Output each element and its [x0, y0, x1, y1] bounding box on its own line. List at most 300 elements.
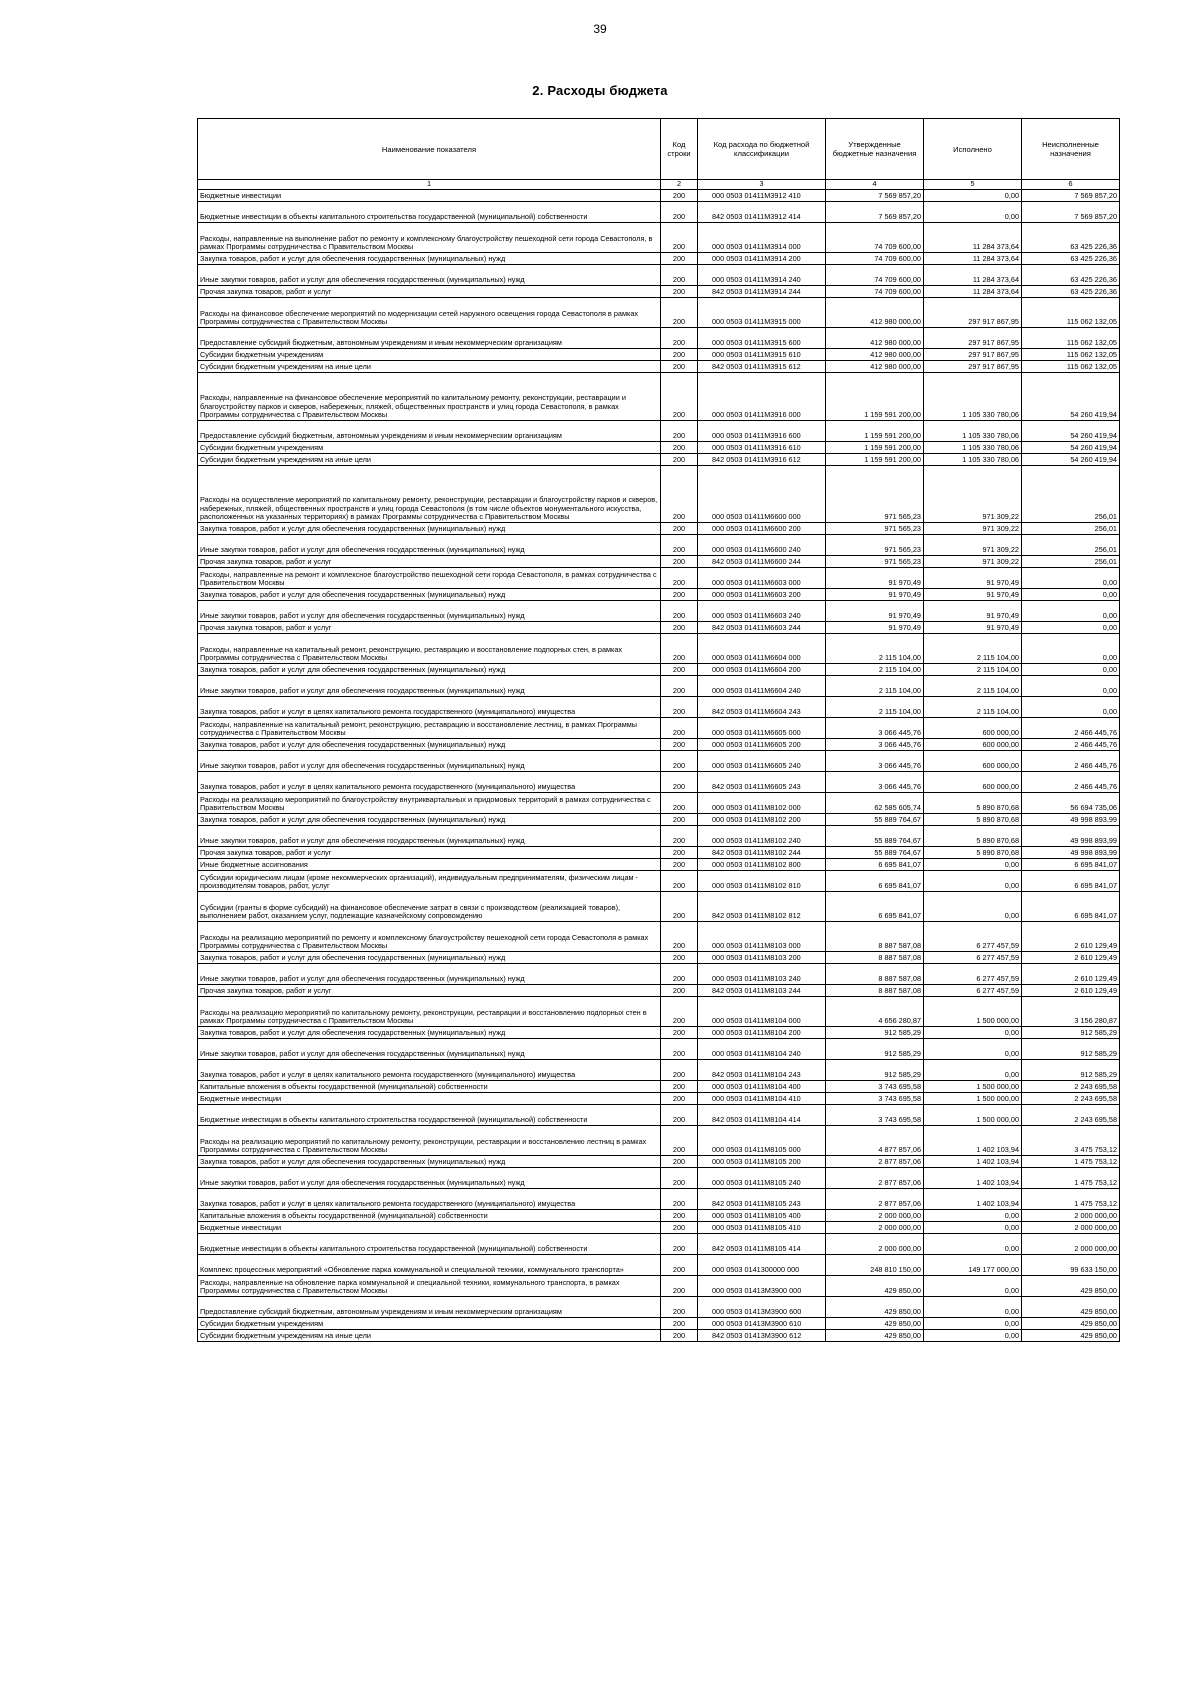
row-classification-cell: 842 0503 01411M3916 612 [698, 454, 826, 466]
row-classification-cell: 000 0503 01411M8103 200 [698, 952, 826, 964]
table-row [198, 286, 1120, 298]
row-unexecuted-cell: 54 260 419,94 [1022, 454, 1120, 466]
row-name-cell: Расходы на реализацию мероприятий по ремонту и комплексному благоустройству пешеходной сети города Севастополя в рамках Программы сотрудничества с Правительством Москвы [198, 922, 661, 952]
row-unexecuted-cell: 63 425 226,36 [1022, 265, 1120, 286]
table-row [198, 1222, 1120, 1234]
row-approved-cell: 7 569 857,20 [826, 190, 924, 202]
table-row [198, 985, 1120, 997]
row-name-cell: Иные бюджетные ассигнования [198, 859, 661, 871]
table-row [198, 871, 1120, 892]
table-row [198, 466, 1120, 523]
row-name-cell: Закупка товаров, работ и услуг для обеспечения государственных (муниципальных) нужд [198, 1027, 661, 1039]
table-row [198, 814, 1120, 826]
column-number: 5 [924, 180, 1022, 190]
row-executed-cell: 1 500 000,00 [924, 1105, 1022, 1126]
row-unexecuted-cell: 0,00 [1022, 697, 1120, 718]
row-code-cell: 200 [661, 664, 698, 676]
row-name-cell: Закупка товаров, работ и услуг для обеспечения государственных (муниципальных) нужд [198, 253, 661, 265]
table-row [198, 1081, 1120, 1093]
table-row [198, 328, 1120, 349]
row-executed-cell: 91 970,49 [924, 601, 1022, 622]
row-classification-cell: 000 0503 01411M6605 240 [698, 751, 826, 772]
row-approved-cell: 412 980 000,00 [826, 328, 924, 349]
row-approved-cell: 3 743 695,58 [826, 1081, 924, 1093]
row-approved-cell: 971 565,23 [826, 466, 924, 523]
row-classification-cell: 842 0503 01411M8102 812 [698, 892, 826, 922]
row-approved-cell: 55 889 764,67 [826, 814, 924, 826]
row-executed-cell: 91 970,49 [924, 589, 1022, 601]
row-code-cell: 200 [661, 697, 698, 718]
row-code-cell: 200 [661, 1318, 698, 1330]
row-name-cell: Расходы, направленные на ремонт и комплексное благоустройство пешеходной сети города Севастополя, в рамках сотрудничества с Правительством Москвы [198, 568, 661, 589]
row-approved-cell: 412 980 000,00 [826, 298, 924, 328]
column-number: 1 [198, 180, 661, 190]
row-approved-cell: 971 565,23 [826, 523, 924, 535]
row-classification-cell: 842 0503 01411M3915 612 [698, 361, 826, 373]
row-unexecuted-cell: 2 466 445,76 [1022, 751, 1120, 772]
table-row [198, 964, 1120, 985]
row-unexecuted-cell: 49 998 893,99 [1022, 826, 1120, 847]
row-classification-cell: 000 0503 01411M8102 240 [698, 826, 826, 847]
row-approved-cell: 6 695 841,07 [826, 871, 924, 892]
row-code-cell: 200 [661, 556, 698, 568]
row-code-cell: 200 [661, 1039, 698, 1060]
table-row [198, 421, 1120, 442]
row-classification-cell: 000 0503 01411M8105 240 [698, 1168, 826, 1189]
row-classification-cell: 000 0503 01411M8104 400 [698, 1081, 826, 1093]
row-code-cell: 200 [661, 964, 698, 985]
header-approved: Утвержденные бюджетные назначения [826, 119, 924, 180]
row-name-cell: Закупка товаров, работ и услуг в целях капитального ремонта государственного (муниципального) имущества [198, 1189, 661, 1210]
row-classification-cell: 842 0503 01411M3912 414 [698, 202, 826, 223]
row-name-cell: Бюджетные инвестиции в объекты капитального строительства государственной (муниципальной) собственности [198, 202, 661, 223]
row-name-cell: Предоставление субсидий бюджетным, автономным учреждениям и иным некоммерческим организациям [198, 421, 661, 442]
row-approved-cell: 912 585,29 [826, 1027, 924, 1039]
row-unexecuted-cell: 256,01 [1022, 556, 1120, 568]
row-approved-cell: 8 887 587,08 [826, 985, 924, 997]
row-unexecuted-cell: 0,00 [1022, 664, 1120, 676]
header-executed: Исполнено [924, 119, 1022, 180]
row-unexecuted-cell: 115 062 132,05 [1022, 361, 1120, 373]
row-unexecuted-cell: 0,00 [1022, 622, 1120, 634]
row-name-cell: Субсидии бюджетным учреждениям на иные цели [198, 361, 661, 373]
row-approved-cell: 74 709 600,00 [826, 286, 924, 298]
row-approved-cell: 971 565,23 [826, 556, 924, 568]
row-approved-cell: 6 695 841,07 [826, 892, 924, 922]
row-code-cell: 200 [661, 997, 698, 1027]
row-name-cell: Бюджетные инвестиции в объекты капитального строительства государственной (муниципальной) собственности [198, 1105, 661, 1126]
row-approved-cell: 2 877 857,06 [826, 1156, 924, 1168]
row-unexecuted-cell: 115 062 132,05 [1022, 349, 1120, 361]
row-executed-cell: 149 177 000,00 [924, 1255, 1022, 1276]
row-code-cell: 200 [661, 1255, 698, 1276]
row-code-cell: 200 [661, 985, 698, 997]
row-approved-cell: 1 159 591 200,00 [826, 454, 924, 466]
row-executed-cell: 600 000,00 [924, 718, 1022, 739]
row-name-cell: Иные закупки товаров, работ и услуг для обеспечения государственных (муниципальных) нужд [198, 751, 661, 772]
row-approved-cell: 91 970,49 [826, 568, 924, 589]
row-unexecuted-cell: 256,01 [1022, 535, 1120, 556]
row-classification-cell: 000 0503 01411M6603 200 [698, 589, 826, 601]
row-approved-cell: 2 000 000,00 [826, 1210, 924, 1222]
row-classification-cell: 000 0503 01411M8104 000 [698, 997, 826, 1027]
table-row [198, 253, 1120, 265]
column-number-row [198, 180, 1120, 190]
table-row [198, 1060, 1120, 1081]
row-approved-cell: 1 159 591 200,00 [826, 373, 924, 421]
row-executed-cell: 0,00 [924, 1234, 1022, 1255]
row-classification-cell: 842 0503 01411M8105 243 [698, 1189, 826, 1210]
table-row [198, 751, 1120, 772]
row-code-cell: 200 [661, 1330, 698, 1342]
row-approved-cell: 3 743 695,58 [826, 1093, 924, 1105]
row-classification-cell: 000 0503 01411M3912 410 [698, 190, 826, 202]
row-approved-cell: 429 850,00 [826, 1297, 924, 1318]
row-approved-cell: 2 877 857,06 [826, 1189, 924, 1210]
row-executed-cell: 0,00 [924, 859, 1022, 871]
row-code-cell: 200 [661, 1168, 698, 1189]
row-classification-cell: 842 0503 01411M8105 414 [698, 1234, 826, 1255]
table-row [198, 1330, 1120, 1342]
row-unexecuted-cell: 2 466 445,76 [1022, 772, 1120, 793]
row-code-cell: 200 [661, 466, 698, 523]
row-code-cell: 200 [661, 1234, 698, 1255]
row-code-cell: 200 [661, 1060, 698, 1081]
row-classification-cell: 000 0503 01411M6604 200 [698, 664, 826, 676]
row-code-cell: 200 [661, 739, 698, 751]
row-approved-cell: 3 066 445,76 [826, 718, 924, 739]
row-code-cell: 200 [661, 454, 698, 466]
table-row [198, 1210, 1120, 1222]
row-approved-cell: 4 877 857,06 [826, 1126, 924, 1156]
row-executed-cell: 1 500 000,00 [924, 1081, 1022, 1093]
row-classification-cell: 000 0503 01411M6604 240 [698, 676, 826, 697]
row-approved-cell: 971 565,23 [826, 535, 924, 556]
section-title: 2. Расходы бюджета [532, 83, 668, 98]
row-executed-cell: 6 277 457,59 [924, 985, 1022, 997]
row-code-cell: 200 [661, 847, 698, 859]
row-approved-cell: 2 115 104,00 [826, 664, 924, 676]
row-code-cell: 200 [661, 601, 698, 622]
row-executed-cell: 91 970,49 [924, 568, 1022, 589]
row-name-cell: Субсидии бюджетным учреждениям на иные цели [198, 454, 661, 466]
header-code: Код строки [661, 119, 698, 180]
row-approved-cell: 3 066 445,76 [826, 739, 924, 751]
row-classification-cell: 842 0503 01411M8103 244 [698, 985, 826, 997]
row-classification-cell: 000 0503 01411M6600 000 [698, 466, 826, 523]
row-unexecuted-cell: 256,01 [1022, 466, 1120, 523]
row-approved-cell: 74 709 600,00 [826, 253, 924, 265]
row-executed-cell: 1 105 330 780,06 [924, 454, 1022, 466]
row-code-cell: 200 [661, 1297, 698, 1318]
row-name-cell: Иные закупки товаров, работ и услуг для обеспечения государственных (муниципальных) нужд [198, 535, 661, 556]
column-number: 2 [661, 180, 698, 190]
row-name-cell: Бюджетные инвестиции в объекты капитального строительства государственной (муниципальной) собственности [198, 1234, 661, 1255]
table-row [198, 1126, 1120, 1156]
row-classification-cell: 000 0503 01411M8105 400 [698, 1210, 826, 1222]
row-executed-cell: 297 917 867,95 [924, 298, 1022, 328]
row-unexecuted-cell: 115 062 132,05 [1022, 298, 1120, 328]
row-executed-cell: 1 500 000,00 [924, 1093, 1022, 1105]
row-classification-cell: 000 0503 01411M8103 240 [698, 964, 826, 985]
row-approved-cell: 1 159 591 200,00 [826, 442, 924, 454]
row-classification-cell: 000 0503 01411M8104 200 [698, 1027, 826, 1039]
row-code-cell: 200 [661, 826, 698, 847]
row-name-cell: Иные закупки товаров, работ и услуг для обеспечения государственных (муниципальных) нужд [198, 601, 661, 622]
row-approved-cell: 248 810 150,00 [826, 1255, 924, 1276]
row-unexecuted-cell: 2 243 695,58 [1022, 1105, 1120, 1126]
row-name-cell: Предоставление субсидий бюджетным, автономным учреждениям и иным некоммерческим организациям [198, 1297, 661, 1318]
row-executed-cell: 1 500 000,00 [924, 997, 1022, 1027]
row-unexecuted-cell: 63 425 226,36 [1022, 253, 1120, 265]
row-unexecuted-cell: 49 998 893,99 [1022, 847, 1120, 859]
row-executed-cell: 1 402 103,94 [924, 1156, 1022, 1168]
header-name: Наименование показателя [198, 119, 661, 180]
row-executed-cell: 297 917 867,95 [924, 328, 1022, 349]
row-name-cell: Иные закупки товаров, работ и услуг для обеспечения государственных (муниципальных) нужд [198, 1039, 661, 1060]
row-approved-cell: 2 877 857,06 [826, 1168, 924, 1189]
row-approved-cell: 74 709 600,00 [826, 223, 924, 253]
row-executed-cell: 11 284 373,64 [924, 265, 1022, 286]
row-code-cell: 200 [661, 421, 698, 442]
row-name-cell: Субсидии (гранты в форме субсидий) на финансовое обеспечение затрат в связи с производством (реализацией товаров), выполнением работ, оказанием услуг, подлежащие казначейскому сопровождению [198, 892, 661, 922]
row-code-cell: 200 [661, 718, 698, 739]
row-classification-cell: 000 0503 01411M6603 240 [698, 601, 826, 622]
table-row [198, 1189, 1120, 1210]
table-header [198, 119, 1120, 190]
row-classification-cell: 000 0503 0141300000 000 [698, 1255, 826, 1276]
row-unexecuted-cell: 56 694 735,06 [1022, 793, 1120, 814]
table-row [198, 772, 1120, 793]
row-name-cell: Субсидии бюджетным учреждениям [198, 442, 661, 454]
row-code-cell: 200 [661, 349, 698, 361]
row-code-cell: 200 [661, 859, 698, 871]
row-classification-cell: 000 0503 01411M8104 240 [698, 1039, 826, 1060]
row-executed-cell: 11 284 373,64 [924, 286, 1022, 298]
row-code-cell: 200 [661, 298, 698, 328]
row-approved-cell: 4 656 280,87 [826, 997, 924, 1027]
row-unexecuted-cell: 429 850,00 [1022, 1318, 1120, 1330]
row-executed-cell: 2 115 104,00 [924, 676, 1022, 697]
row-classification-cell: 842 0503 01411M6605 243 [698, 772, 826, 793]
row-unexecuted-cell: 1 475 753,12 [1022, 1156, 1120, 1168]
row-executed-cell: 0,00 [924, 1222, 1022, 1234]
row-executed-cell: 1 402 103,94 [924, 1126, 1022, 1156]
row-classification-cell: 842 0503 01411M6603 244 [698, 622, 826, 634]
row-name-cell: Предоставление субсидий бюджетным, автономным учреждениям и иным некоммерческим организациям [198, 328, 661, 349]
row-classification-cell: 000 0503 01411M6604 000 [698, 634, 826, 664]
row-name-cell: Расходы на финансовое обеспечение мероприятий по модернизации сетей наружного освещения города Севастополя в рамках Программы сотрудничества с Правительством Москвы [198, 298, 661, 328]
row-unexecuted-cell: 3 156 280,87 [1022, 997, 1120, 1027]
row-name-cell: Расходы на реализацию мероприятий по капитальному ремонту, реконструкции, реставрации и восстановлению лестниц в рамках Программы сотрудничества с Правительством Москвы [198, 1126, 661, 1156]
row-name-cell: Закупка товаров, работ и услуг для обеспечения государственных (муниципальных) нужд [198, 523, 661, 535]
row-unexecuted-cell: 2 000 000,00 [1022, 1210, 1120, 1222]
header-unexecuted: Неисполненные назначения [1022, 119, 1120, 180]
table-row [198, 523, 1120, 535]
row-executed-cell: 5 890 870,68 [924, 793, 1022, 814]
row-executed-cell: 600 000,00 [924, 751, 1022, 772]
table-row [198, 601, 1120, 622]
row-name-cell: Бюджетные инвестиции [198, 190, 661, 202]
row-name-cell: Прочая закупка товаров, работ и услуг [198, 847, 661, 859]
row-executed-cell: 1 105 330 780,06 [924, 373, 1022, 421]
row-executed-cell: 1 402 103,94 [924, 1189, 1022, 1210]
row-unexecuted-cell: 912 585,29 [1022, 1039, 1120, 1060]
row-classification-cell: 000 0503 01411M3914 240 [698, 265, 826, 286]
row-code-cell: 200 [661, 772, 698, 793]
row-code-cell: 200 [661, 1156, 698, 1168]
row-code-cell: 200 [661, 676, 698, 697]
table-row [198, 847, 1120, 859]
table-row [198, 202, 1120, 223]
row-classification-cell: 000 0503 01413M3900 610 [698, 1318, 826, 1330]
row-code-cell: 200 [661, 922, 698, 952]
row-name-cell: Расходы на осуществление мероприятий по капитальному ремонту, реконструкции, реставрации и благоустройству парков и скверов, набережных, пляжей, общественных пространств и улиц города Севастополя (в том числе объектов монументального искусства, расположенных на указанных территориях) в рамках Программы сотрудничества с Правительством Москвы [198, 466, 661, 523]
row-classification-cell: 000 0503 01411M3915 000 [698, 298, 826, 328]
column-number: 4 [826, 180, 924, 190]
page-number: 39 [593, 22, 607, 36]
table-row [198, 697, 1120, 718]
row-approved-cell: 429 850,00 [826, 1330, 924, 1342]
row-name-cell: Расходы, направленные на капитальный ремонт, реконструкцию, реставрацию и восстановление лестниц, в рамках Программы сотрудничества с Правительством Москвы [198, 718, 661, 739]
row-unexecuted-cell: 256,01 [1022, 523, 1120, 535]
row-approved-cell: 429 850,00 [826, 1276, 924, 1297]
table-row [198, 1027, 1120, 1039]
table-row [198, 190, 1120, 202]
row-code-cell: 200 [661, 1027, 698, 1039]
row-executed-cell: 1 105 330 780,06 [924, 442, 1022, 454]
row-approved-cell: 55 889 764,67 [826, 826, 924, 847]
row-classification-cell: 000 0503 01411M8102 200 [698, 814, 826, 826]
row-unexecuted-cell: 6 695 841,07 [1022, 892, 1120, 922]
row-unexecuted-cell: 54 260 419,94 [1022, 373, 1120, 421]
column-number: 3 [698, 180, 826, 190]
row-name-cell: Субсидии юридическим лицам (кроме некоммерческих организаций), индивидуальным предпринимателям, физическим лицам - производителям товаров, работ, услуг [198, 871, 661, 892]
row-name-cell: Иные закупки товаров, работ и услуг для обеспечения государственных (муниципальных) нужд [198, 1168, 661, 1189]
table-row [198, 298, 1120, 328]
table-row [198, 1318, 1120, 1330]
row-unexecuted-cell: 99 633 150,00 [1022, 1255, 1120, 1276]
row-code-cell: 200 [661, 1189, 698, 1210]
row-classification-cell: 000 0503 01411M8104 410 [698, 1093, 826, 1105]
row-name-cell: Закупка товаров, работ и услуг для обеспечения государственных (муниципальных) нужд [198, 739, 661, 751]
table-row [198, 793, 1120, 814]
table-row [198, 892, 1120, 922]
table-row [198, 361, 1120, 373]
row-classification-cell: 000 0503 01411M3915 610 [698, 349, 826, 361]
row-classification-cell: 842 0503 01411M8104 414 [698, 1105, 826, 1126]
table-row [198, 1297, 1120, 1318]
row-code-cell: 200 [661, 871, 698, 892]
row-classification-cell: 000 0503 01411M3916 610 [698, 442, 826, 454]
row-code-cell: 200 [661, 535, 698, 556]
row-executed-cell: 0,00 [924, 1297, 1022, 1318]
row-unexecuted-cell: 6 695 841,07 [1022, 859, 1120, 871]
row-unexecuted-cell: 0,00 [1022, 589, 1120, 601]
budget-expenses-table [197, 118, 1120, 1342]
row-classification-cell: 000 0503 01411M8103 000 [698, 922, 826, 952]
row-classification-cell: 000 0503 01411M8105 410 [698, 1222, 826, 1234]
row-classification-cell: 000 0503 01411M8102 800 [698, 859, 826, 871]
table-row [198, 634, 1120, 664]
row-executed-cell: 2 115 104,00 [924, 697, 1022, 718]
row-code-cell: 200 [661, 1126, 698, 1156]
row-approved-cell: 7 569 857,20 [826, 202, 924, 223]
row-approved-cell: 62 585 605,74 [826, 793, 924, 814]
row-approved-cell: 91 970,49 [826, 601, 924, 622]
row-unexecuted-cell: 6 695 841,07 [1022, 871, 1120, 892]
row-unexecuted-cell: 0,00 [1022, 601, 1120, 622]
row-name-cell: Расходы, направленные на капитальный ремонт, реконструкцию, реставрацию и восстановление подпорных стен, в рамках Программы сотрудничества с Правительством Москвы [198, 634, 661, 664]
row-name-cell: Субсидии бюджетным учреждениям [198, 349, 661, 361]
row-unexecuted-cell: 429 850,00 [1022, 1276, 1120, 1297]
row-approved-cell: 3 066 445,76 [826, 751, 924, 772]
row-name-cell: Расходы, направленные на финансовое обеспечение мероприятий по капитальному ремонту, реконструкции, реставрации и благоустройству парков и скверов, набережных, пляжей, общественных пространств и улиц города Севастополя, в рамках Программы сотрудничества с Правительством Москвы [198, 373, 661, 421]
row-unexecuted-cell: 115 062 132,05 [1022, 328, 1120, 349]
row-executed-cell: 0,00 [924, 892, 1022, 922]
row-unexecuted-cell: 429 850,00 [1022, 1297, 1120, 1318]
table-row [198, 859, 1120, 871]
row-unexecuted-cell: 2 610 129,49 [1022, 985, 1120, 997]
row-executed-cell: 5 890 870,68 [924, 826, 1022, 847]
row-executed-cell: 1 105 330 780,06 [924, 421, 1022, 442]
row-code-cell: 200 [661, 1210, 698, 1222]
row-executed-cell: 5 890 870,68 [924, 814, 1022, 826]
row-name-cell: Прочая закупка товаров, работ и услуг [198, 286, 661, 298]
row-code-cell: 200 [661, 190, 698, 202]
row-name-cell: Иные закупки товаров, работ и услуг для обеспечения государственных (муниципальных) нужд [198, 676, 661, 697]
row-name-cell: Комплекс процессных мероприятий «Обновление парка коммунальной и специальной техники, коммунального транспорта» [198, 1255, 661, 1276]
row-unexecuted-cell: 912 585,29 [1022, 1027, 1120, 1039]
row-name-cell: Иные закупки товаров, работ и услуг для обеспечения государственных (муниципальных) нужд [198, 964, 661, 985]
table-row [198, 664, 1120, 676]
table-row [198, 535, 1120, 556]
table-row [198, 952, 1120, 964]
row-name-cell: Прочая закупка товаров, работ и услуг [198, 556, 661, 568]
table-row [198, 922, 1120, 952]
row-executed-cell: 600 000,00 [924, 739, 1022, 751]
row-classification-cell: 842 0503 01411M8104 243 [698, 1060, 826, 1081]
row-unexecuted-cell: 2 610 129,49 [1022, 952, 1120, 964]
row-approved-cell: 412 980 000,00 [826, 349, 924, 361]
row-executed-cell: 5 890 870,68 [924, 847, 1022, 859]
row-unexecuted-cell: 0,00 [1022, 676, 1120, 697]
row-unexecuted-cell: 912 585,29 [1022, 1060, 1120, 1081]
row-approved-cell: 2 115 104,00 [826, 697, 924, 718]
row-executed-cell: 0,00 [924, 202, 1022, 223]
row-approved-cell: 74 709 600,00 [826, 265, 924, 286]
row-name-cell: Субсидии бюджетным учреждениям [198, 1318, 661, 1330]
row-unexecuted-cell: 7 569 857,20 [1022, 190, 1120, 202]
row-code-cell: 200 [661, 442, 698, 454]
row-classification-cell: 000 0503 01411M3914 000 [698, 223, 826, 253]
row-name-cell: Капитальные вложения в объекты государственной (муниципальной) собственности [198, 1210, 661, 1222]
row-name-cell: Бюджетные инвестиции [198, 1093, 661, 1105]
row-code-cell: 200 [661, 589, 698, 601]
row-approved-cell: 429 850,00 [826, 1318, 924, 1330]
table-body [198, 190, 1120, 1342]
row-code-cell: 200 [661, 1276, 698, 1297]
row-executed-cell: 971 309,22 [924, 523, 1022, 535]
row-name-cell: Прочая закупка товаров, работ и услуг [198, 985, 661, 997]
row-name-cell: Субсидии бюджетным учреждениям на иные цели [198, 1330, 661, 1342]
row-code-cell: 200 [661, 265, 698, 286]
row-name-cell: Закупка товаров, работ и услуг в целях капитального ремонта государственного (муниципального) имущества [198, 1060, 661, 1081]
row-classification-cell: 000 0503 01411M3916 600 [698, 421, 826, 442]
row-executed-cell: 0,00 [924, 1060, 1022, 1081]
table-row [198, 442, 1120, 454]
row-approved-cell: 8 887 587,08 [826, 922, 924, 952]
